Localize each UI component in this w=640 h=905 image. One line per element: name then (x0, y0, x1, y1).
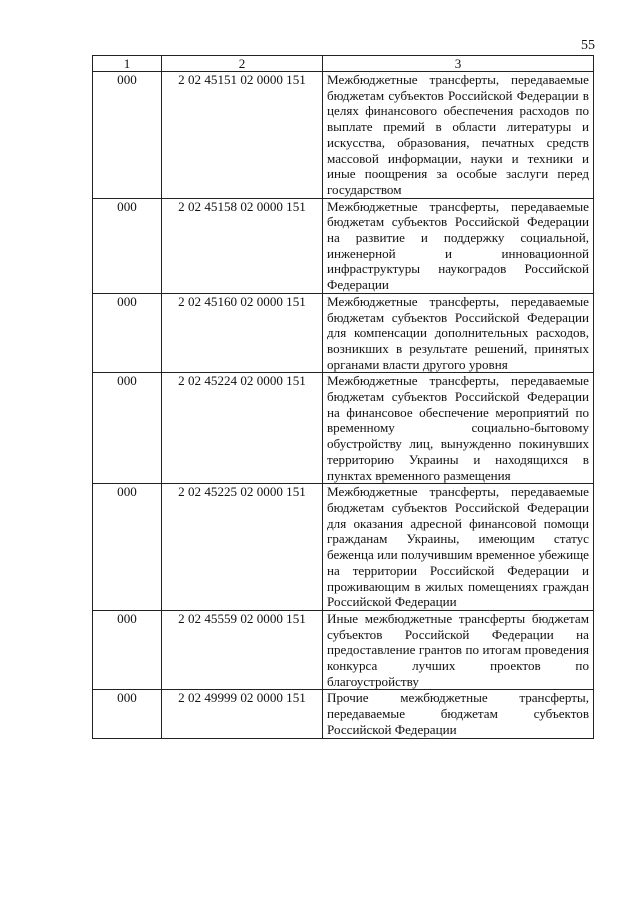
table-row (93, 72, 594, 199)
admin-code-cell: 000 (93, 72, 162, 199)
description-cell: Межбюджетные трансферты, передаваемые бюджетам субъектов Российской Федерации для оказания адресной финансовой помощи гражданам Украины, имеющим статус беженца или получившим временное убежище на территории Российской Федерации и проживающим в жилых помещениях граждан Российской Федерации (323, 484, 594, 611)
description-cell: Межбюджетные трансферты, передаваемые бюджетам субъектов Российской Федерации на развитие и поддержку социальной, инженерной и инновационной инфраструктуры наукоградов Российской Федерации (323, 198, 594, 293)
description-cell: Межбюджетные трансферты, передаваемые бюджетам субъектов Российской Федерации в целях финансового обеспечения расходов по выплате премий в области литературы и искусства, образования, печатных средств массовой информации, науки и техники и иные поощрения за особые заслуги перед государством (323, 72, 594, 199)
table-header-row (93, 56, 594, 72)
admin-code-cell: 000 (93, 373, 162, 484)
table-row (93, 293, 594, 373)
budget-code-cell: 2 02 45160 02 0000 151 (162, 293, 323, 373)
budget-code-cell: 2 02 45224 02 0000 151 (162, 373, 323, 484)
budget-code-cell: 2 02 45225 02 0000 151 (162, 484, 323, 611)
budget-code-cell: 2 02 45158 02 0000 151 (162, 198, 323, 293)
table-row (93, 198, 594, 293)
description-cell: Межбюджетные трансферты, передаваемые бюджетам субъектов Российской Федерации на финансовое обеспечение мероприятий по временному социально-бытовому обустройству лиц, вынужденно покинувших территорию Украины и находящихся в пунктах временного размещения (323, 373, 594, 484)
description-cell: Межбюджетные трансферты, передаваемые бюджетам субъектов Российской Федерации для компенсации дополнительных расходов, возникших в результате решений, принятых органами власти другого уровня (323, 293, 594, 373)
description-cell: Иные межбюджетные трансферты бюджетам субъектов Российской Федерации на предоставление грантов по итогам проведения конкурса лучших проектов по благоустройству (323, 610, 594, 690)
table-row (93, 484, 594, 611)
page-number: 55 (581, 38, 595, 53)
table-row (93, 373, 594, 484)
column-header-1: 1 (93, 56, 162, 72)
description-cell: Прочие межбюджетные трансферты, передаваемые бюджетам субъектов Российской Федерации (323, 690, 594, 738)
column-header-3: 3 (323, 56, 594, 72)
admin-code-cell: 000 (93, 690, 162, 738)
admin-code-cell: 000 (93, 198, 162, 293)
admin-code-cell: 000 (93, 610, 162, 690)
admin-code-cell: 000 (93, 293, 162, 373)
budget-classification-table (92, 55, 594, 739)
table-row (93, 610, 594, 690)
budget-code-cell: 2 02 45559 02 0000 151 (162, 610, 323, 690)
table-row (93, 690, 594, 738)
budget-code-cell: 2 02 45151 02 0000 151 (162, 72, 323, 199)
admin-code-cell: 000 (93, 484, 162, 611)
column-header-2: 2 (162, 56, 323, 72)
budget-code-cell: 2 02 49999 02 0000 151 (162, 690, 323, 738)
